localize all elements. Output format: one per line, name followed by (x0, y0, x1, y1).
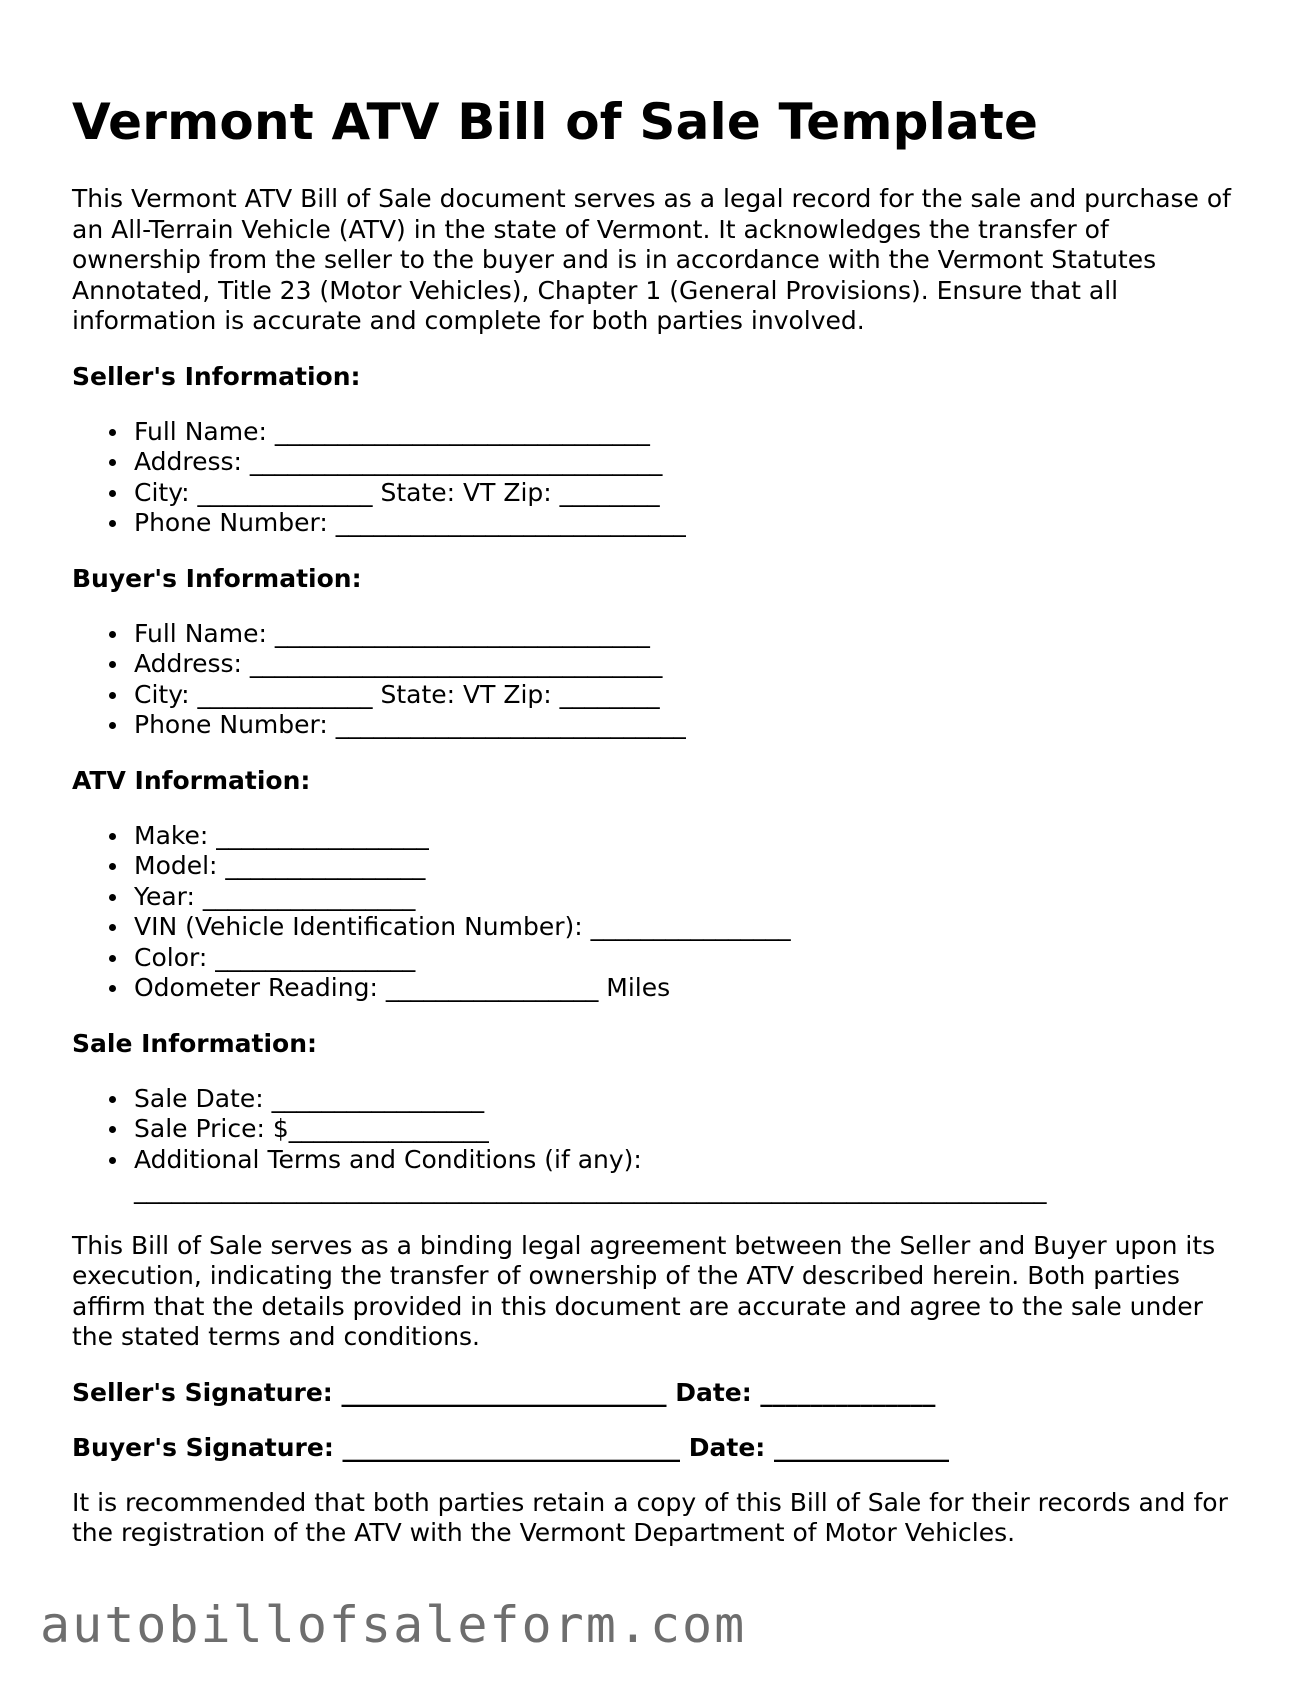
sale-price-field: Sale Price: $________________ (134, 1114, 1242, 1145)
closing-paragraph: This Bill of Sale serves as a binding legal agreement between the Seller and Buyer upon its execution, indicating the transfer of ownership of the ATV described herein. Both parties affirm that the details provided in this document are accurate and agree to the sale under the stated terms and conditions. (72, 1230, 1216, 1351)
seller-city-state-zip-field: City: ______________ State: VT Zip: ________ (134, 478, 1242, 509)
atv-color-field: Color: ________________ (134, 943, 1242, 974)
additional-terms-label: Additional Terms and Conditions (if any): (134, 1144, 642, 1174)
buyer-fields-list (72, 619, 1242, 741)
sale-section-heading: Sale Information: (72, 1028, 317, 1058)
seller-full-name-field: Full Name: ______________________________ (134, 417, 1242, 448)
seller-address-field: Address: _________________________________ (134, 447, 1242, 478)
atv-fields-list (72, 821, 1242, 1004)
sale-fields-list (72, 1084, 1242, 1206)
buyer-address-field: Address: _________________________________ (134, 649, 1242, 680)
seller-section-heading: Seller's Information: (72, 361, 361, 391)
buyer-signature-line: Buyer's Signature: ___________________________ Date: ______________ (72, 1432, 949, 1462)
atv-model-field: Model: ________________ (134, 851, 1242, 882)
intro-paragraph: This Vermont ATV Bill of Sale document serves as a legal record for the sale and purchase of an All-Terrain Vehicle (ATV) in the state of Vermont. It acknowledges the transfer of ownership from the seller to the buyer and is in accordance with the Vermont Statutes Annotated, Title 23 (Motor Vehicles), Chapter 1 (General Provisions). Ensure that all information is accurate and complete for both parties involved. (72, 184, 1231, 335)
sale-date-field: Sale Date: _________________ (134, 1084, 1242, 1115)
seller-phone-field: Phone Number: ____________________________ (134, 508, 1242, 539)
page-title: Vermont ATV Bill of Sale Template (72, 93, 1039, 151)
seller-signature-line: Seller's Signature: __________________________ Date: ______________ (72, 1377, 936, 1407)
atv-make-field: Make: _________________ (134, 821, 1242, 852)
atv-odometer-field: Odometer Reading: _________________ Miles (134, 973, 1242, 1004)
footer-note: It is recommended that both parties retain a copy of this Bill of Sale for their records and for the registration of the ATV with the Vermont Department of Motor Vehicles. (72, 1487, 1228, 1547)
buyer-phone-field: Phone Number: ____________________________ (134, 710, 1242, 741)
atv-vin-field: VIN (Vehicle Identification Number): ________________ (134, 912, 1242, 943)
document-page (72, 86, 1242, 1549)
buyer-section-heading: Buyer's Information: (72, 563, 362, 593)
buyer-city-state-zip-field: City: ______________ State: VT Zip: ________ (134, 680, 1242, 711)
atv-section-heading: ATV Information: (72, 765, 311, 795)
seller-fields-list (72, 417, 1242, 539)
additional-terms-line: _________________________________________________________________________ (134, 1175, 1047, 1204)
atv-year-field: Year: _________________ (134, 882, 1242, 913)
buyer-full-name-field: Full Name: ______________________________ (134, 619, 1242, 650)
additional-terms-field (134, 1145, 1242, 1206)
site-watermark: autobillofsaleform.com (40, 1596, 747, 1654)
